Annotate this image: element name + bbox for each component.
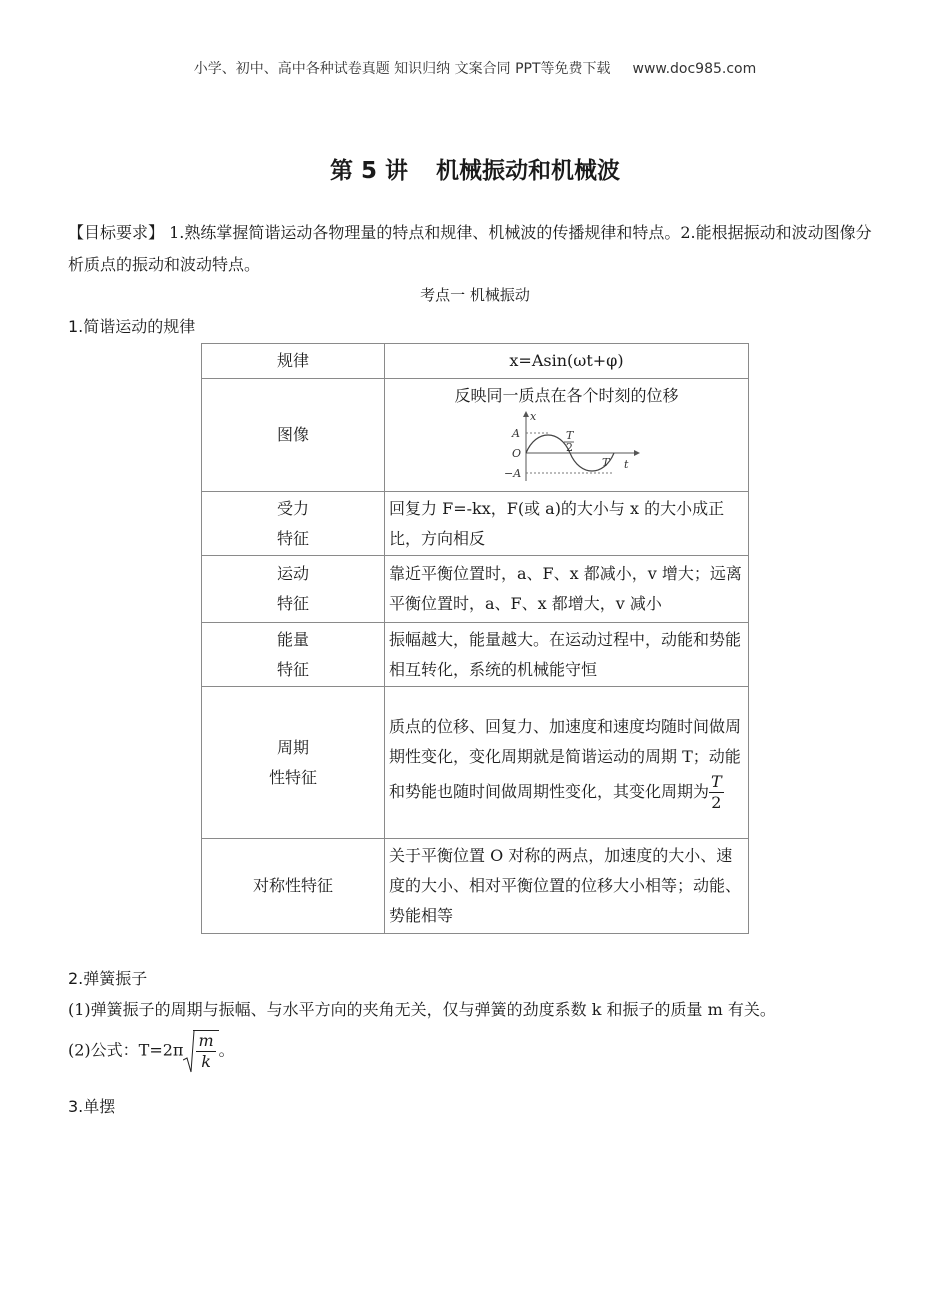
row-label: 能量 特征 <box>202 623 385 687</box>
row-label: 对称性特征 <box>202 839 385 934</box>
goals-text: 1.熟练掌握简谐运动各物理量的特点和规律、机械波的传播规律和特点。2.能根据振动和波动图像分析质点的振动和波动特点。 <box>68 223 872 274</box>
table-row <box>202 492 749 556</box>
row-label: 运动 特征 <box>202 556 385 623</box>
site-header <box>0 58 950 78</box>
sqrt-sign <box>183 1030 195 1074</box>
row-label: 图像 <box>202 379 385 492</box>
spring-paragraph-1: (1)弹簧振子的周期与振幅、与水平方向的夹角无关，仅与弹簧的劲度系数 k 和振子的质量 m 有关。 <box>68 1000 776 1019</box>
graph-label-x: x <box>529 411 536 423</box>
row-content: 靠近平衡位置时，a、F、x 都减小，v 增大；远离平衡位置时，a、F、x 都增大，v 减小 <box>385 556 749 623</box>
graph-caption: 反映同一质点在各个时刻的位移 <box>454 386 679 405</box>
header-text: 小学、初中、高中各种试卷真题 知识归纳 文案合同 PPT等免费下载 <box>193 61 611 77</box>
sqrt-expression <box>183 1030 218 1072</box>
goals-label: 【目标要求】 <box>68 223 165 242</box>
y-axis-arrow <box>523 411 529 417</box>
row-label: 受力 特征 <box>202 492 385 556</box>
graph-label-A: A <box>511 427 520 440</box>
section-title: 考点一 机械振动 <box>420 286 530 304</box>
row-content: 关于平衡位置 O 对称的两点，加速度的大小、速度的大小、相对平衡位置的位移大小相等；动能、势能相等 <box>385 839 749 934</box>
subsection-title: 2.弹簧振子 <box>68 969 148 988</box>
spring-formula: (2)公式：T=2π $\frac{m}{k}$ 。 <box>68 1030 883 1072</box>
table-row <box>202 839 749 934</box>
table-row <box>202 623 749 687</box>
formula: x=Asin(ωt+φ) <box>385 344 749 379</box>
row-content: 回复力 F=-kx，F(或 a)的大小与 x 的大小成正比，方向相反 <box>385 492 749 556</box>
table-row <box>202 379 749 492</box>
goals-paragraph <box>68 217 883 281</box>
rules-table <box>201 343 749 934</box>
graph-label-half-T-num: T <box>565 429 573 442</box>
row-label: 周期 性特征 <box>202 687 385 839</box>
graph-cell <box>385 379 749 492</box>
graph-label-t: t <box>623 458 628 471</box>
period-fraction: $\frac{T}{2}$ <box>711 772 722 812</box>
subsection-title: 1.简谐运动的规律 <box>68 317 196 336</box>
graph-label-T: T <box>601 456 609 469</box>
graph-label-half-T-den: 2 <box>565 441 573 454</box>
t-axis-arrow <box>634 450 640 456</box>
graph-label-negA: −A <box>503 467 521 480</box>
row-content: 振幅越大，能量越大。在运动过程中，动能和势能相互转化，系统的机械能守恒 <box>385 623 749 687</box>
header-url[interactable]: www.doc985.com <box>632 61 757 77</box>
subsection-title: 3.单摆 <box>68 1097 116 1116</box>
mass-over-k: $\frac{m}{k}$ <box>198 1031 214 1071</box>
row-label: 规律 <box>202 344 385 379</box>
lecture-number: 第 5 讲 <box>329 158 409 184</box>
sine-graph <box>492 411 642 483</box>
lecture-name: 机械振动和机械波 <box>436 158 621 184</box>
row-content: 质点的位移、回复力、加速度和速度均随时间做周期性变化，变化周期就是简谐运动的周期 T；动能和势能也随时间做周期性变化，其变化周期为 $\frac{T}{2}$ <box>385 687 749 839</box>
table-row <box>202 687 749 839</box>
table-row <box>202 344 749 379</box>
table-row <box>202 556 749 623</box>
graph-label-O: O <box>511 447 521 460</box>
page-title <box>0 152 950 185</box>
